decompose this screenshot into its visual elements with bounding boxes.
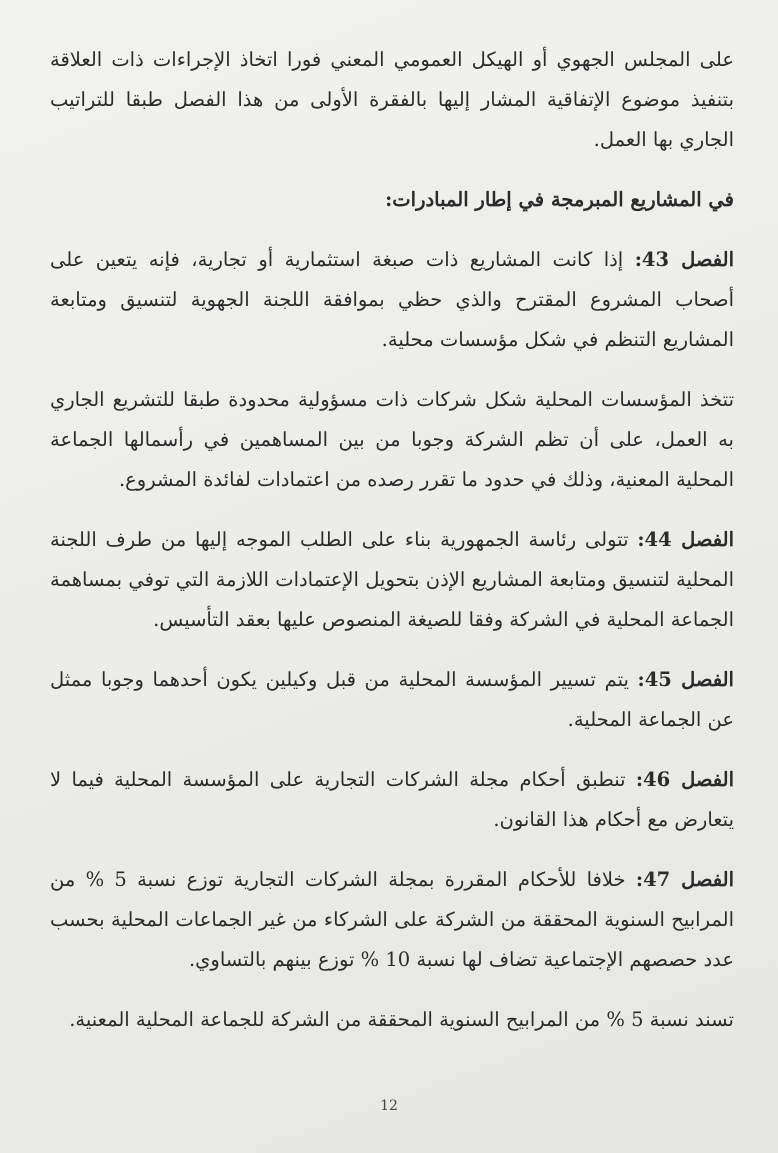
paragraph-local-institutions xyxy=(50,380,734,500)
page-number: 12 xyxy=(380,1098,398,1114)
article-text: خلافا للأحكام المقررة بمجلة الشركات التجارية توزع نسبة 5 % من المرابيح السنوية المحققة من الشركة على الشركاء من غير الجماعات المحلية بحسب عدد حصصهم الإجتماعية تضاف لها نسبة 10 % توزع بينهم بالتساوي. xyxy=(50,868,734,971)
paragraph-profit-share xyxy=(50,1000,734,1040)
article-45 xyxy=(50,660,734,740)
article-label: الفصل 45: xyxy=(637,668,734,691)
paragraph-text: تسند نسبة 5 % من المرابيح السنوية المحققة من الشركة للجماعة المحلية المعنية. xyxy=(69,1008,734,1031)
paragraph-text: على المجلس الجهوي أو الهيكل العمومي المعني فورا اتخاذ الإجراءات ذات العلاقة بتنفيذ موضوع الإتفاقية المشار إليها بالفقرة الأولى من هذا الفصل طبقا للتراتيب الجاري بها العمل. xyxy=(50,48,734,151)
article-text: تتولى رئاسة الجمهورية بناء على الطلب الموجه إليها من طرف اللجنة المحلية لتنسيق ومتابعة المشاريع الإذن بتحويل الإعتمادات اللازمة التي توفي بمساهمة الجماعة المحلية في الشركة وفقا للصيغة المنصوص عليها بعقد التأسيس. xyxy=(50,528,734,631)
article-43 xyxy=(50,240,734,360)
section-heading xyxy=(50,180,734,220)
section-heading-text: في المشاريع المبرمجة في إطار المبادرات: xyxy=(385,188,734,211)
article-label: الفصل 43: xyxy=(634,248,734,271)
paragraph-text: تتخذ المؤسسات المحلية شكل شركات ذات مسؤولية محدودة طبقا للتشريع الجاري به العمل، على أن تظم الشركة وجوبا من بين المساهمين في رأسمالها الجماعة المحلية المعنية، وذلك في حدود ما تقرر رصده من اعتمادات لفائدة المشروع. xyxy=(50,388,734,491)
article-label: الفصل 47: xyxy=(635,868,734,891)
article-label: الفصل 44: xyxy=(637,528,734,551)
article-text: يتم تسيير المؤسسة المحلية من قبل وكيلين يكون أحدهما وجوبا ممثل عن الجماعة المحلية. xyxy=(50,668,734,731)
paragraph-continuation xyxy=(50,40,734,160)
article-44 xyxy=(50,520,734,640)
article-47 xyxy=(50,860,734,980)
article-text: إذا كانت المشاريع ذات صبغة استثمارية أو تجارية، فإنه يتعين على أصحاب المشروع المقترح والذي حظي بموافقة اللجنة الجهوية لتنسيق ومتابعة المشاريع التنظم في شكل مؤسسات محلية. xyxy=(50,248,734,351)
document-body xyxy=(50,40,734,1040)
article-text: تنطبق أحكام مجلة الشركات التجارية على المؤسسة المحلية فيما لا يتعارض مع أحكام هذا القانون. xyxy=(50,768,734,831)
article-46 xyxy=(50,760,734,840)
article-label: الفصل 46: xyxy=(635,768,734,791)
